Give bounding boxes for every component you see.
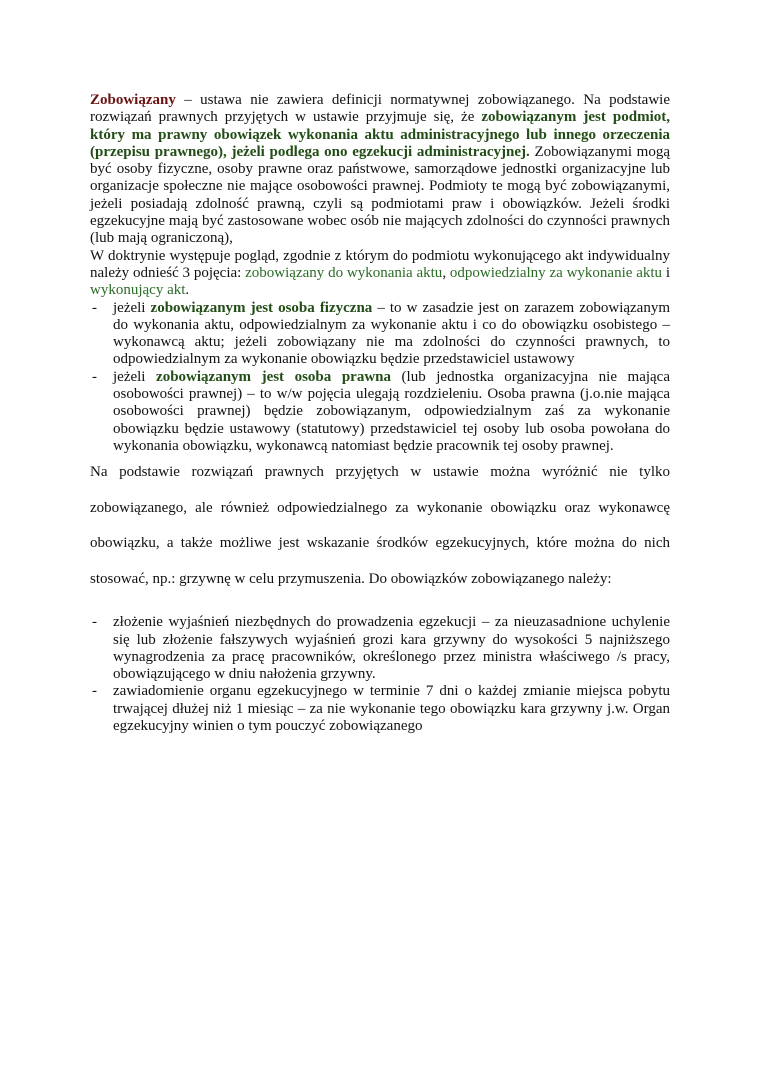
spacer [90, 597, 670, 614]
text-segment: Zobowiązanymi mogą być osoby fizyczne, osoby prawne oraz państwowe, samorządowe jednostki organizacyjne lub organizacje społeczne nie mające osobowości prawnej. Podmioty te mogą być zobowiązanymi, jeżeli posiadają zdolność prawną, czyli są podmiotami praw i obowiązków. Jeżeli środki egzekucyjne mają być zastosowane wobec osób nie mających zdolności do czynności prawnych (lub mają ograniczoną), [90, 143, 671, 247]
list-item: - zawiadomienie organu egzekucyjnego w terminie 7 dni o każdej zmianie miejsca pobytu trwającej dłużej niż 1 miesiąc – za nie wykonanie tego obowiązku kara grzywny j.w. Organ egzekucyjny winien o tym pouczyć zobowiązanego [90, 683, 670, 735]
concept-term: wykonujący akt [90, 282, 186, 299]
concept-term: odpowiedzialny za wykonanie aktu [449, 264, 663, 281]
term-title: Zobowiązany [90, 92, 176, 108]
text-segment: – to w zasadzie jest on zarazem zobowiązanym do wykonania aktu, odpowiedzialnym za wykonanie aktu i co do obowiązku osobistego – wykonawcą aktu; jeżeli zobowiązany nie ma zdolności do czynności prawnych, to odpowiedzialnym za wykonanie obowiązku będzie przedstawiciel ustawowy [113, 299, 671, 368]
list-item [90, 300, 670, 369]
text-segment: i [662, 264, 671, 281]
text-segment: W doktrynie występuje pogląd, zgodnie z którym do podmiotu wykonującego akt indywidualny należy odnieść 3 pojęcia: [90, 247, 670, 281]
text-segment: , [442, 264, 450, 281]
list-item [90, 369, 670, 455]
bold-definition: zobowiązanym jest podmiot, który ma prawny obowiązek wykonania aktu administracyjnego lub innego orzeczenia (przepisu prawnego), jeżeli podlega ono egzekucji administracyjnej. [90, 109, 670, 160]
document-content [90, 92, 670, 735]
list-item: - złożenie wyjaśnień niezbędnych do prowadzenia egzekucji – za nieuzasadnione uchylenie się lub złożenie fałszywych wyjaśnień grozi kara grzywny do wysokości 5 najniższego wynagrodzenia za pracę pracowników, określonego przez ministra właściwego /s pracy, obowiązującego w dniu nałożenia grzywny. [90, 614, 670, 683]
concept-term: zobowiązany do wykonania aktu [245, 264, 443, 281]
paragraph-obligations: Na podstawie rozwiązań prawnych przyjętych w ustawie można wyróżnić nie tylko zobowiązanego, ale również odpowiedzialnego za wykonanie obowiązku oraz wykonawcę obowiązku, a także możliwe jest wskazanie środków egzekucyjnych, które można do nich stosować, np.: grzywnę w celu przymuszenia. Do obowiązków zobowiązanego należy: [90, 464, 670, 587]
text-segment: jeżeli [113, 299, 151, 316]
bold-term: zobowiązanym jest osoba fizyczna [150, 299, 373, 316]
text-segment: jeżeli [113, 368, 157, 385]
text-segment: (lub jednostka organizacyjna nie mająca osobowości prawnej) – to w/w pojęcia ulegają rozdzieleniu. Osoba prawna (j.o.nie mająca osobowości prawnej) będzie zobowiązanym, odpowiedzialnym zaś za wykonanie obowiązku będzie ustawowy (statutowy) przedstawiciel tej osoby lub osoba powołana do wykonania obowiązku, wykonawcą natomiast będzie pracownik tej osoby prawnej. [113, 368, 670, 454]
text-segment: . [185, 282, 190, 299]
obligations-list [90, 614, 670, 735]
bold-term: zobowiązanym jest osoba prawna [156, 368, 391, 385]
subject-list [90, 300, 670, 456]
text-segment: – ustawa nie zawiera definicji normatywnej zobowiązanego. Na podstawie rozwiązań prawnych przyjętych w ustawie przyjmuje się, że [90, 92, 670, 126]
paragraph-doctrine [90, 248, 670, 300]
paragraph-definition [90, 92, 670, 248]
